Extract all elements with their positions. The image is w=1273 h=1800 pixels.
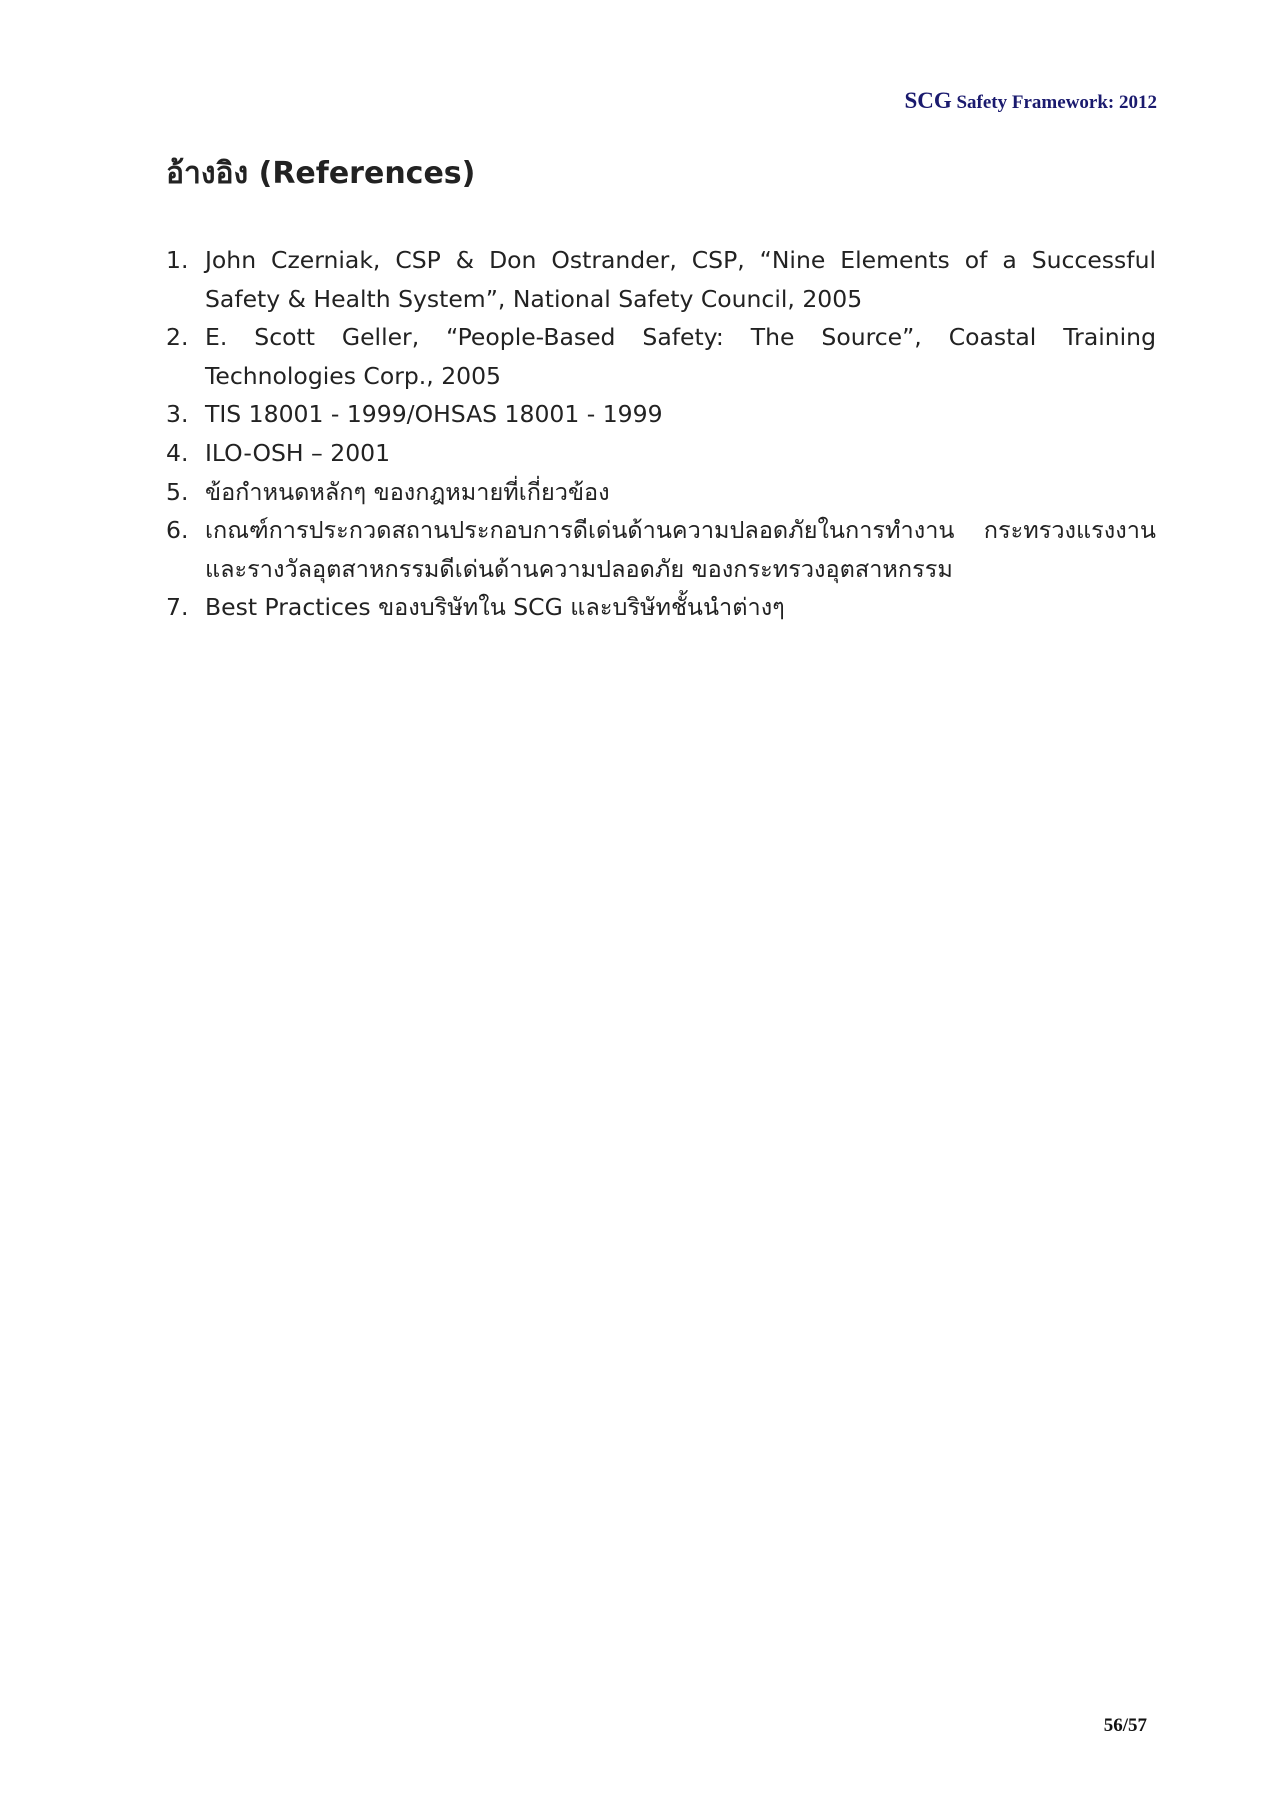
reference-item [166,434,1156,473]
reference-text: ILO-OSH – 2001 [205,438,391,467]
header-brand: SCG [904,88,952,113]
reference-item [166,395,1156,434]
reference-text: TIS 18001 - 1999/OHSAS 18001 - 1999 [205,400,663,429]
page-number: 56/57 [1103,1715,1147,1736]
reference-number: 6. [166,516,189,545]
reference-item [166,473,1156,512]
running-header [904,88,1157,114]
reference-text: เกณฑ์การประกวดสถานประกอบการดีเด่นด้านความปลอดภัยในการทำงาน กระทรวงแรงงาน และรางวัลอุตสาหกรรมดีเด่นด้านความปลอดภัย ของกระทรวงอุตสาหกรรม [205,516,1156,583]
reference-number: 5. [166,477,189,506]
reference-text: Best Practices ของบริษัทใน SCG และบริษัทชั้นนำต่างๆ [205,593,785,622]
reference-number: 4. [166,438,189,467]
reference-number: 1. [166,246,189,274]
reference-item [166,318,1156,395]
reference-item [166,241,1156,318]
reference-number: 2. [166,323,189,352]
references-list [166,241,1156,627]
reference-item [166,511,1156,588]
header-title: Safety Framework: 2012 [956,92,1157,113]
reference-text: E. Scott Geller, “People-Based Safety: The Source”, Coastal Training Technologies Corp., 2005 [205,323,1156,390]
reference-text: John Czerniak, CSP & Don Ostrander, CSP, “Nine Elements of a Successful Safety & Health System”, National Safety Council, 2005 [205,246,1156,313]
section-title: อ้างอิง (References) [166,156,476,191]
reference-text: ข้อกำหนดหลักๆ ของกฎหมายที่เกี่ยวข้อง [205,477,610,506]
reference-number: 3. [166,400,189,429]
reference-number: 7. [166,593,189,622]
reference-item [166,588,1156,627]
